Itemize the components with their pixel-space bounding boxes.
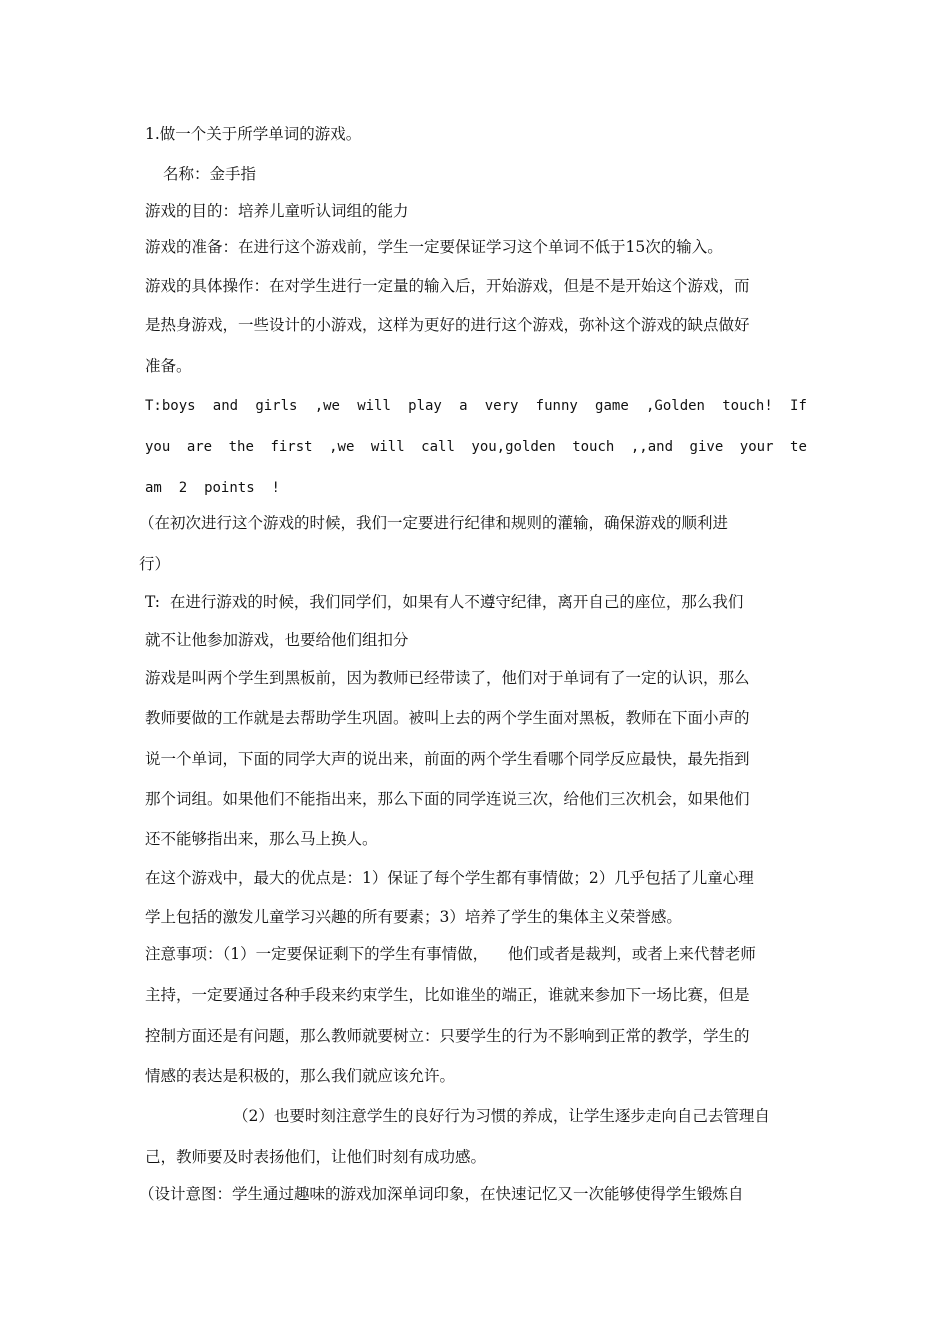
word: first xyxy=(270,439,313,455)
text-line: 游戏是叫两个学生到黑板前，因为教师已经带读了，他们对于单词有了一定的认识，那么 xyxy=(145,669,750,687)
text-line: 那个词组。如果他们不能指出来，那么下面的同学连说三次，给他们三次机会，如果他们 xyxy=(145,790,750,808)
english-line xyxy=(145,478,280,498)
word: funny xyxy=(535,398,578,414)
text-line: 主持，一定要通过各种手段来约束学生，比如谁坐的端正，谁就来参加下一场比赛，但是 xyxy=(145,986,750,1004)
text-line: 名称：金手指 xyxy=(163,165,257,183)
text-line: 准备。 xyxy=(145,357,192,375)
word: a xyxy=(459,398,468,414)
text-line: 控制方面还是有问题，那么教师就要树立：只要学生的行为不影响到正常的教学，学生的 xyxy=(145,1027,750,1045)
text-line: 在这个游戏中，最大的优点是：1）保证了每个学生都有事情做；2）几乎包括了儿童心理 xyxy=(145,869,754,887)
word: touch! xyxy=(722,398,773,414)
text-line: 情感的表达是积极的，那么我们就应该允许。 xyxy=(145,1067,456,1085)
text-line: （2）也要时刻注意学生的良好行为习惯的养成，让学生逐步走向自己去管理自 xyxy=(233,1107,770,1125)
word: girls xyxy=(255,398,298,414)
word: the xyxy=(228,439,254,455)
text-line: 说一个单词，下面的同学大声的说出来，前面的两个学生看哪个同学反应最快，最先指到 xyxy=(145,750,750,768)
text-line: 游戏的目的：培养儿童听认词组的能力 xyxy=(145,202,409,220)
text-line: 己，教师要及时表扬他们，让他们时刻有成功感。 xyxy=(145,1148,487,1166)
word: will xyxy=(370,439,405,455)
text-line: 就不让他参加游戏，也要给他们组扣分 xyxy=(145,631,409,649)
word: If xyxy=(790,398,807,414)
word: are xyxy=(186,439,213,455)
word: T:boys xyxy=(145,398,196,414)
text-line: 学上包括的激发儿童学习兴趣的所有要素；3）培养了学生的集体主义荣誉感。 xyxy=(145,908,682,926)
word: touch xyxy=(572,439,615,455)
word: you xyxy=(145,439,171,455)
text-line: 行） xyxy=(139,555,171,573)
text-line: 是热身游戏，一些设计的小游戏，这样为更好的进行这个游戏，弥补这个游戏的缺点做好 xyxy=(145,316,750,334)
word: you,golden xyxy=(471,439,556,455)
word: your xyxy=(739,439,774,455)
word: ,we xyxy=(329,439,355,455)
word: ! xyxy=(271,480,280,496)
word: points xyxy=(204,480,255,496)
word: ,,and xyxy=(630,439,674,455)
word: play xyxy=(408,398,442,414)
english-line xyxy=(145,437,807,457)
word: and xyxy=(212,398,239,414)
text-line: T: 在进行游戏的时候，我们同学们，如果有人不遵守纪律，离开自己的座位，那么我们 xyxy=(145,593,744,611)
word: ,we xyxy=(314,398,340,414)
text-line: （设计意图：学生通过趣味的游戏加深单词印象，在快速记忆又一次能够使得学生锻炼自 xyxy=(139,1185,744,1203)
word: ,Golden xyxy=(645,398,705,414)
word: call xyxy=(421,439,455,455)
text-line: 还不能够指出来，那么马上换人。 xyxy=(145,830,378,848)
word: game xyxy=(595,398,629,414)
word: will xyxy=(357,398,391,414)
word: give xyxy=(689,439,724,455)
text-line: 游戏的具体操作：在对学生进行一定量的输入后，开始游戏，但是不是开始这个游戏，而 xyxy=(145,277,750,295)
word: 2 xyxy=(178,480,188,496)
english-line xyxy=(145,396,807,416)
word: am xyxy=(145,480,162,496)
word: te xyxy=(790,439,807,455)
text-line: （在初次进行这个游戏的时候，我们一定要进行纪律和规则的灌输，确保游戏的顺利进 xyxy=(139,514,729,532)
text-line: 1.做一个关于所学单词的游戏。 xyxy=(145,125,362,143)
text-line: 注意事项：（1）一定要保证剩下的学生有事情做， 他们或者是裁判，或者上来代替老师 xyxy=(145,945,756,963)
text-line: 教师要做的工作就是去帮助学生巩固。被叫上去的两个学生面对黑板，教师在下面小声的 xyxy=(145,709,750,727)
word: very xyxy=(484,398,519,414)
text-line: 游戏的准备：在进行这个游戏前，学生一定要保证学习这个单词不低于15次的输入。 xyxy=(145,238,723,256)
